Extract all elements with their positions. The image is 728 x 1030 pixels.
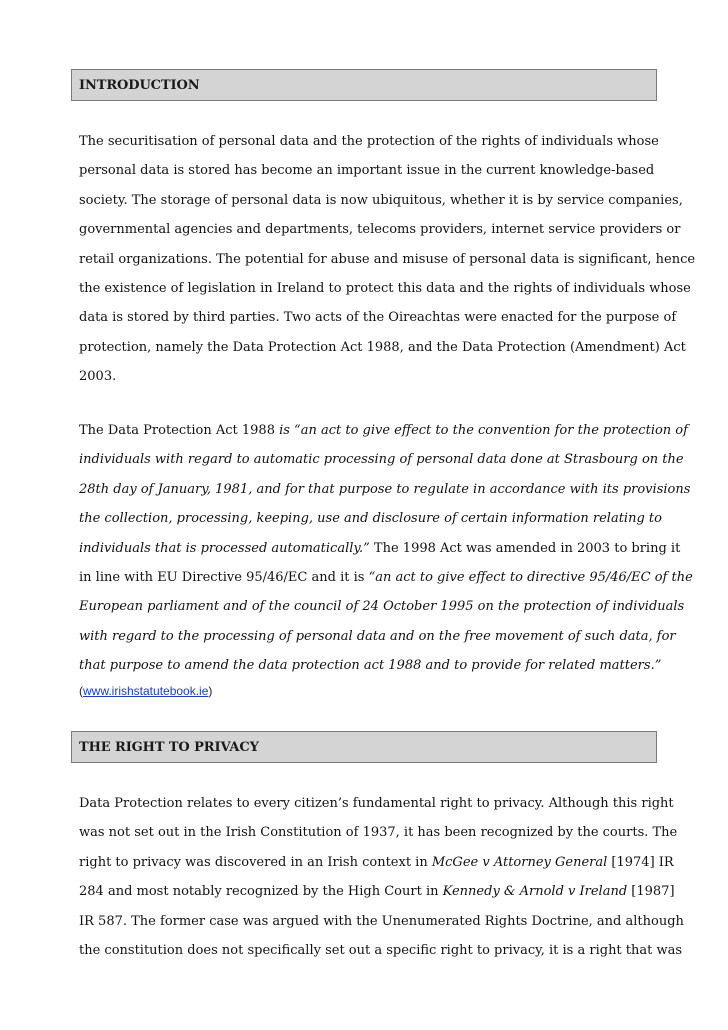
privacy-paragraph (79, 789, 684, 965)
privacy-heading-box (71, 731, 657, 763)
text-run: The Data Protection Act 1988 (79, 423, 280, 438)
acts-paragraph (79, 416, 693, 701)
text-run: 284 and most notably recognized by the High Court in (79, 884, 443, 900)
paragraph-line (79, 416, 688, 445)
introduction-paragraph (79, 127, 696, 392)
paragraph-line: protection, namely the Data Protection Act 1988, and the Data Protection (Amendment) Act (79, 339, 686, 355)
text-run: The 1998 Act was amended in 2003 to bring it (369, 540, 681, 556)
quote-line: individuals with regard to automatic processing of personal data done at Strasbourg on the (79, 452, 684, 468)
paragraph-line: society. The storage of personal data is now ubiquitous, whether it is by service companies, (79, 192, 683, 208)
source-paren-open: ( (79, 683, 83, 698)
paragraph-line: personal data is stored has become an important issue in the current knowledge-based (79, 163, 655, 179)
case-name: Kennedy & Arnold v Ireland (442, 884, 628, 900)
paragraph-line: governmental agencies and departments, telecoms providers, internet service providers or (79, 222, 681, 238)
paragraph-line: the constitution does not specifically set out a specific right to privacy, it is a right that was (79, 942, 683, 958)
paragraph-line: was not set out in the Irish Constitution of 1937, it has been recognized by the courts. The (79, 825, 678, 841)
introduction-heading: INTRODUCTION (79, 78, 200, 93)
quote-line: that purpose to amend the data protection act 1988 and to provide for related matters.” (79, 658, 662, 674)
paragraph-line: IR 587. The former case was argued with the Unenumerated Rights Doctrine, and although (79, 913, 684, 929)
paragraph-line: Data Protection relates to every citizen’s fundamental right to privacy. Although this right (79, 796, 674, 811)
paragraph-line (79, 848, 674, 877)
paragraph-line: data is stored by third parties. Two acts of the Oireachtas were enacted for the purpose of (79, 310, 677, 326)
source-citation (79, 681, 651, 701)
paragraph-line: The securitisation of personal data and the protection of the rights of individuals whose (79, 134, 659, 149)
paragraph-line (79, 877, 675, 906)
paragraph-line (79, 563, 693, 592)
quote-text: individuals that is processed automatically.” (79, 540, 370, 556)
quote-line: the collection, processing, keeping, use and disclosure of certain information relating to (79, 511, 662, 527)
paragraph-line: 2003. (79, 369, 117, 385)
introduction-heading-box (71, 69, 657, 101)
paragraph-line (79, 534, 681, 563)
privacy-heading: THE RIGHT TO PRIVACY (79, 740, 259, 755)
quote-text: is “an act to give effect to the convention for the protection of (279, 423, 688, 438)
text-run: [1987] (627, 884, 675, 900)
quote-line: 28th day of January, 1981, and for that purpose to regulate in accordance with its provisions (79, 481, 691, 497)
source-paren-close: ) (208, 683, 213, 698)
quote-text: “an act to give effect to directive 95/46/EC of the (368, 569, 693, 585)
paragraph-line: the existence of legislation in Ireland to protect this data and the rights of individuals whose (79, 280, 691, 296)
text-run: in line with EU Directive 95/46/EC and it is (79, 569, 369, 585)
quote-line: European parliament and of the council of 24 October 1995 on the protection of individuals (79, 599, 685, 615)
quote-line: with regard to the processing of personal data and on the free movement of such data, for (79, 628, 676, 644)
case-name: McGee v Attorney General (431, 854, 608, 870)
text-run: right to privacy was discovered in an Irish context in (79, 854, 432, 870)
text-run: [1974] IR (607, 854, 674, 870)
source-link[interactable]: www.irishstatutebook.ie (83, 683, 209, 698)
paragraph-line: retail organizations. The potential for abuse and misuse of personal data is significant, hence (79, 251, 696, 267)
